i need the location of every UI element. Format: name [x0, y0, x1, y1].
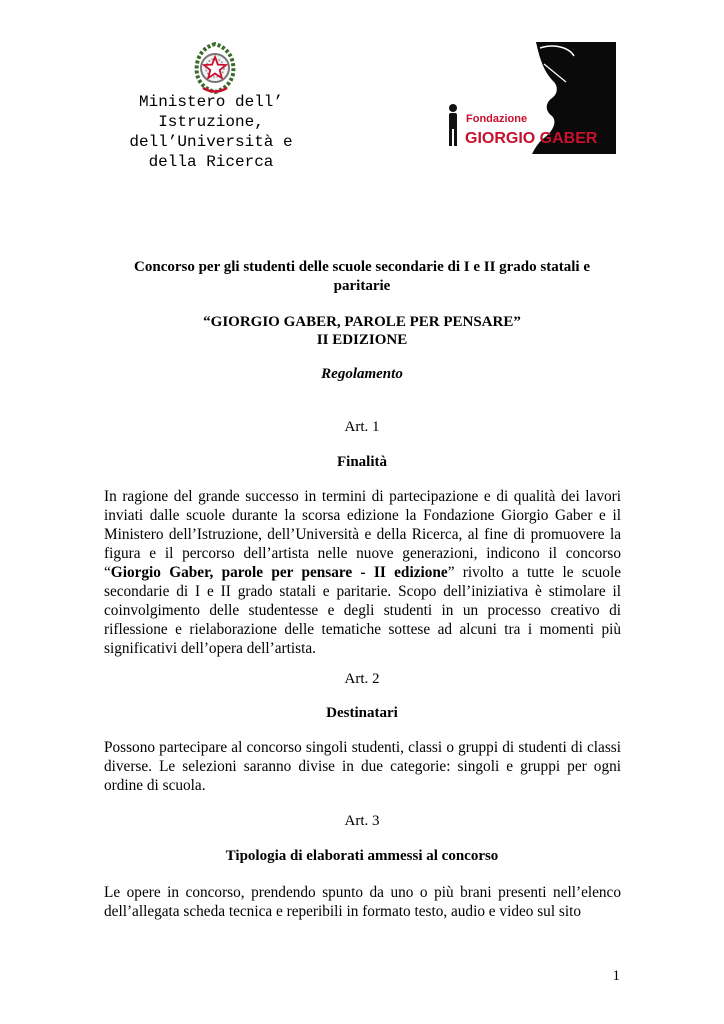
art2-paragraph: Possono partecipare al concorso singoli studenti, classi o gruppi di studenti di classi diverse. Le selezioni saranno divise in due categorie: singoli e gruppi per ogni ordine di scuola. [104, 739, 621, 794]
logo-big-text: GIORGIO GABER [465, 130, 598, 147]
regolamento-heading: Regolamento [321, 366, 403, 382]
art1-text-before: In ragione del grande successo in termini di partecipazione e di qualità dei lavori inviati dalle scuole durante la scorsa edizione la Fondazione Giorgio Gaber e il Ministero dell’Istruzione, dell’Università e della Ricerca, al fine di promuovere la figura e il percorso dell’artista nelle nuove generazioni, indicono il concorso “ [104, 488, 621, 581]
fondazione-giorgio-gaber-logo [440, 42, 616, 154]
art3-heading: Tipologia di elaborati ammessi al concorso [225, 848, 499, 864]
art1-paragraph [104, 487, 621, 658]
italian-republic-emblem-icon [189, 40, 241, 96]
logo-small-text: Fondazione [466, 113, 528, 125]
page-number: 1 [612, 968, 620, 984]
art3-label: Art. 3 [344, 813, 380, 829]
contest-intro-line2: paritarie [333, 278, 391, 294]
contest-title: “GIORGIO GABER, PAROLE PER PENSARE” [203, 314, 521, 330]
art1-heading: Finalità [336, 454, 387, 470]
contest-edition: II EDIZIONE [316, 332, 408, 348]
art2-heading: Destinatari [326, 705, 398, 721]
art3-paragraph: Le opere in concorso, prendendo spunto da uno o più brani presenti nell’elenco dell’allegata scheda tecnica e reperibili in formato testo, audio e video sul sito [104, 884, 621, 920]
art2-label: Art. 2 [344, 671, 380, 687]
art1-label: Art. 1 [344, 419, 380, 435]
contest-intro-line1: Concorso per gli studenti delle scuole secondarie di I e II grado statali e [134, 259, 590, 275]
art1-text-bold: Giorgio Gaber, parole per pensare - II edizione [110, 564, 448, 581]
art1-text-after: ” rivolto a tutte le scuole secondarie di I e II grado statali e paritarie. Scopo dell’iniziativa è stimolare il coinvolgimento delle studentesse e degli studenti in un processo creativo di riflessione e rielaborazione delle tematiche sottese ad alcuni tra i momenti più significativi dell’opera dell’artista. [104, 564, 621, 657]
ministry-name: Ministero dell’ Istruzione, dell’Università e della Ricerca [129, 93, 293, 171]
